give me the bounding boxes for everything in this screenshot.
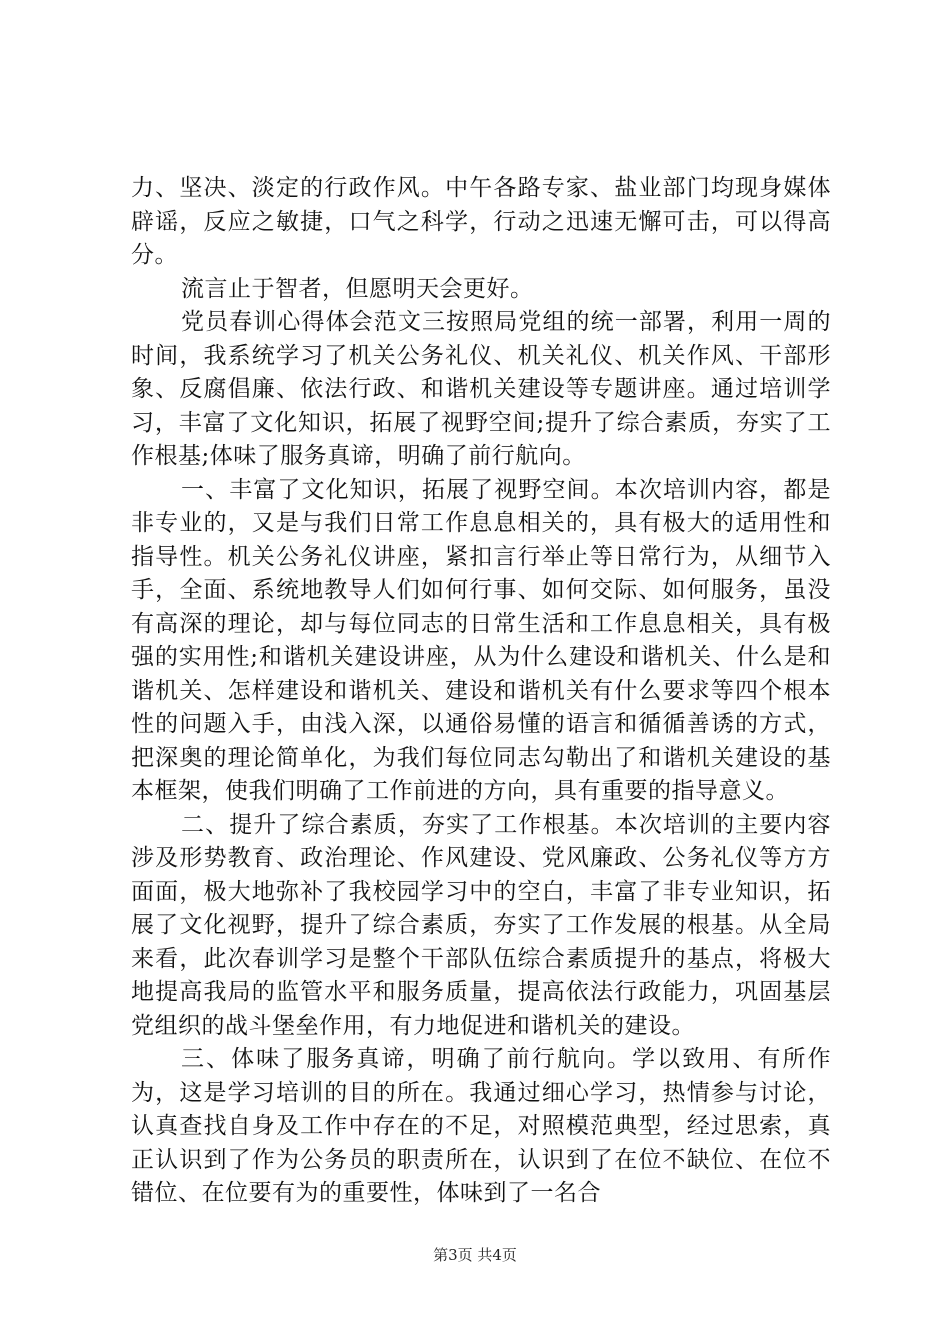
paragraph-4: 一、丰富了文化知识，拓展了视野空间。本次培训内容，都是非专业的，又是与我们日常工作息息相关的，具有极大的适用性和指导性。机关公务礼仪讲座，紧扣言行举止等日常行为，从细节入手，全面、系统地教导人们如何行事、如何交际、如何服务，虽没有高深的理论，却与每位同志的日常生活和工作息息相关，具有极强的实用性;和谐机关建设讲座，从为什么建设和谐机关、什么是和谐机关、怎样建设和谐机关、建设和谐机关有什么要求等四个根本性的问题入手，由浅入深，以通俗易懂的语言和循循善诱的方式，把深奥的理论简单化，为我们每位同志勾勒出了和谐机关建设的基本框架，使我们明确了工作前进的方向，具有重要的指导意义。 (131, 476, 831, 804)
page-footer (0, 1244, 950, 1265)
paragraph-1: 力、坚决、淡定的行政作风。中午各路专家、盐业部门均现身媒体辟谣，反应之敏捷，口气之科学，行动之迅速无懈可击，可以得高分。 (131, 175, 831, 268)
paragraph-2: 流言止于智者，但愿明天会更好。 (181, 275, 534, 302)
document-body (131, 172, 831, 1211)
paragraph-5: 二、提升了综合素质，夯实了工作根基。本次培训的主要内容涉及形势教育、政治理论、作风建设、党风廉政、公务礼仪等方方面面，极大地弥补了我校园学习中的空白，丰富了非专业知识，拓展了文化视野，提升了综合素质，夯实了工作发展的根基。从全局来看，此次春训学习是整个干部队伍综合素质提升的基点，将极大地提高我局的监管水平和服务质量，提高依法行政能力，巩固基层党组织的战斗堡垒作用，有力地促进和谐机关的建设。 (131, 811, 831, 1039)
paragraph-3: 党员春训心得体会范文三按照局党组的统一部署，利用一周的时间，我系统学习了机关公务礼仪、机关礼仪、机关作风、干部形象、反腐倡廉、依法行政、和谐机关建设等专题讲座。通过培训学习，丰富了文化知识，拓展了视野空间;提升了综合素质，夯实了工作根基;体味了服务真谛，明确了前行航向。 (131, 309, 831, 469)
paragraph-6: 三、体味了服务真谛，明确了前行航向。学以致用、有所作为，这是学习培训的目的所在。我通过细心学习，热情参与讨论，认真查找自身及工作中存在的不足，对照模范典型，经过思索，真正认识到了作为公务员的职责所在，认识到了在位不缺位、在位不错位、在位要有为的重要性，体味到了一名合 (131, 1046, 831, 1206)
page-number-label: 第3页 共4页 (433, 1246, 517, 1264)
